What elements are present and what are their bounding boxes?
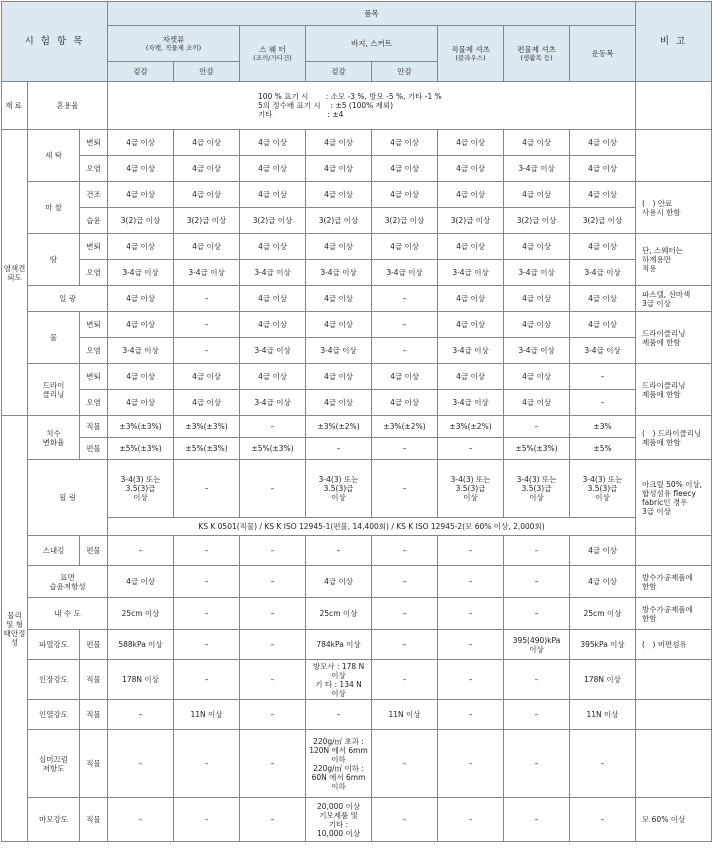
value-cell: –: [372, 730, 438, 798]
value-cell: –: [438, 630, 504, 660]
value-cell: 395kPa 이상: [570, 630, 636, 660]
header-product: 품목: [108, 2, 636, 26]
value-cell: 4급 이상: [174, 234, 240, 260]
value-cell: 4급 이상: [570, 156, 636, 182]
value-cell: 3-4(3) 또는 3.5(3)급 이상: [504, 460, 570, 518]
header-woven-shirt-sub: (블라우스): [455, 54, 486, 62]
value-cell: 4급 이상: [108, 234, 174, 260]
table-row: [2, 390, 712, 416]
remark-cell: [636, 660, 712, 700]
sub-item-label: 오염: [80, 260, 108, 286]
value-cell: 3-4급 이상: [240, 338, 306, 364]
value-cell: –: [438, 438, 504, 460]
value-cell: 25cm 이상: [108, 598, 174, 630]
value-cell: 4급 이상: [438, 130, 504, 156]
table-row: [2, 182, 712, 208]
value-cell: –: [504, 660, 570, 700]
sub-item-label: 편물: [80, 438, 108, 460]
remark-cell: ( ) 비면섬유: [636, 630, 712, 660]
value-cell: 4급 이상: [174, 364, 240, 390]
sub-item-label: 건조: [80, 182, 108, 208]
value-cell: 25cm 이상: [306, 598, 372, 630]
table-row: [2, 700, 712, 730]
value-cell: 4급 이상: [240, 182, 306, 208]
sub-item-label: 직물: [80, 660, 108, 700]
value-cell: –: [240, 700, 306, 730]
value-cell: –: [570, 730, 636, 798]
value-cell: 3-4급 이상: [438, 338, 504, 364]
value-cell: 3-4급 이상: [240, 260, 306, 286]
sub-item-label: 오염: [80, 156, 108, 182]
remark-cell: 모 60% 이상: [636, 798, 712, 842]
value-cell: 4급 이상: [306, 566, 372, 598]
value-cell: –: [372, 438, 438, 460]
sub-item-label: 변퇴: [80, 312, 108, 338]
value-cell: 4급 이상: [438, 286, 504, 312]
sub-item-label: 오염: [80, 390, 108, 416]
value-cell: –: [438, 730, 504, 798]
value-cell: 4급 이상: [570, 536, 636, 566]
header-sweater-label: 스 웨 터: [259, 45, 286, 54]
table-row: [2, 312, 712, 338]
value-cell: –: [108, 798, 174, 842]
value-cell: 4급 이상: [108, 390, 174, 416]
item-name: 표면 습윤저항성: [28, 566, 108, 598]
table-row: [2, 598, 712, 630]
value-cell: 4급 이상: [504, 390, 570, 416]
value-cell: –: [570, 364, 636, 390]
value-cell: 178N 이상: [108, 660, 174, 700]
value-cell: –: [372, 630, 438, 660]
value-cell: –: [174, 286, 240, 312]
value-cell: 4급 이상: [240, 234, 306, 260]
table-row: [2, 260, 712, 286]
value-cell: 11N 이상: [372, 700, 438, 730]
value-cell: –: [372, 312, 438, 338]
value-cell: –: [306, 438, 372, 460]
value-cell: –: [372, 566, 438, 598]
value-cell: –: [174, 536, 240, 566]
value-cell: 4급 이상: [570, 566, 636, 598]
value-cell: 4급 이상: [306, 234, 372, 260]
value-cell: 4급 이상: [240, 286, 306, 312]
value-cell: 4급 이상: [438, 182, 504, 208]
item-name: 인열강도: [28, 700, 80, 730]
value-cell: –: [240, 566, 306, 598]
value-cell: –: [240, 660, 306, 700]
mix-rule-line: 100 % 표기 시 : 소모 -3 %, 방모 -5 %, 기타 -1 %: [258, 92, 442, 101]
value-cell: 4급 이상: [438, 312, 504, 338]
value-cell: 4급 이상: [108, 156, 174, 182]
sub-item-label: 습윤: [80, 208, 108, 234]
item-name: 내 수 도: [28, 598, 108, 630]
table-row: [2, 438, 712, 460]
value-cell: –: [372, 798, 438, 842]
remark-cell: [636, 536, 712, 566]
value-cell: 220g/㎡ 초과 : 120N 에서 6mm 이하 220g/㎡ 이하 : 60N 에서 6mm 이하: [306, 730, 372, 798]
header-sportswear: 운동복: [570, 26, 636, 82]
table-row: [2, 460, 712, 518]
remark-cell: 단, 스웨터는 하계용만 적용: [636, 234, 712, 286]
header-knit-shirt-sub: (생활복 등): [520, 54, 553, 62]
value-cell: 3-4(3) 또는 3.5(3)급 이상: [438, 460, 504, 518]
header-lining: 안감: [372, 62, 438, 82]
value-cell: 3-4급 이상: [504, 260, 570, 286]
table-row: [2, 234, 712, 260]
value-cell: 3-4급 이상: [438, 260, 504, 286]
value-cell: 3-4급 이상: [504, 156, 570, 182]
value-cell: –: [438, 798, 504, 842]
remark-cell: 드라이클리닝 제품에 한함: [636, 364, 712, 416]
value-cell: 4급 이상: [306, 390, 372, 416]
value-cell: ±5%(±3%): [174, 438, 240, 460]
value-cell: –: [438, 566, 504, 598]
value-cell: 4급 이상: [372, 234, 438, 260]
value-cell: –: [438, 598, 504, 630]
value-cell: 25cm 이상: [570, 598, 636, 630]
value-cell: 3(2)급 이상: [174, 208, 240, 234]
value-cell: 4급 이상: [570, 312, 636, 338]
item-name: 파열강도: [28, 630, 80, 660]
header-jacket-label: 자켓류: [162, 35, 185, 44]
value-cell: –: [438, 660, 504, 700]
mix-rule-line: 5의 정수배 표기 시 : ±5 (100% 제외): [258, 101, 394, 110]
value-cell: –: [570, 390, 636, 416]
value-cell: 방모사 : 178 N 이상 기 타 : 134 N 이상: [306, 660, 372, 700]
value-cell: –: [240, 598, 306, 630]
table-row: [2, 518, 712, 536]
header-remark: 비 고: [636, 2, 712, 82]
value-cell: 4급 이상: [174, 156, 240, 182]
value-cell: 4급 이상: [504, 364, 570, 390]
mix-rule-line: 기타 : ±4: [258, 110, 344, 119]
value-cell: –: [504, 536, 570, 566]
value-cell: –: [504, 700, 570, 730]
value-cell: 3-4급 이상: [108, 338, 174, 364]
header-test-item: 시 험 항 목: [2, 2, 108, 82]
header-sweater: [240, 26, 306, 82]
value-cell: 4급 이상: [240, 156, 306, 182]
category-material: 재료: [2, 82, 28, 130]
value-cell: 4급 이상: [306, 364, 372, 390]
sub-item-label: 직물: [80, 700, 108, 730]
value-cell: 3-4급 이상: [306, 260, 372, 286]
value-cell: 4급 이상: [174, 130, 240, 156]
sub-item-label: 직물: [80, 798, 108, 842]
value-cell: ±3%: [570, 416, 636, 438]
header-knit-shirt: [504, 26, 570, 82]
table-row: [2, 286, 712, 312]
sub-item-label: 직물: [80, 730, 108, 798]
mix-row: [2, 82, 712, 130]
value-cell: 4급 이상: [504, 312, 570, 338]
item-name: 마 찰: [28, 182, 80, 234]
value-cell: 4급 이상: [504, 182, 570, 208]
value-cell: –: [174, 566, 240, 598]
value-cell: 4급 이상: [438, 234, 504, 260]
value-cell: 4급 이상: [570, 130, 636, 156]
value-cell: 4급 이상: [240, 364, 306, 390]
category-physical: 물리 및 형태안정성: [2, 416, 28, 842]
value-cell: 4급 이상: [108, 182, 174, 208]
value-cell: 4급 이상: [306, 156, 372, 182]
value-cell: –: [174, 312, 240, 338]
remark-cell: ( ) 안료 사용시 한함: [636, 182, 712, 234]
value-cell: 4급 이상: [570, 286, 636, 312]
value-cell: –: [174, 730, 240, 798]
value-cell: 3-4급 이상: [504, 338, 570, 364]
value-cell: ±3%(±2%): [306, 416, 372, 438]
value-cell: 4급 이상: [240, 312, 306, 338]
value-cell: –: [108, 536, 174, 566]
value-cell: 3-4급 이상: [108, 260, 174, 286]
value-cell: 4급 이상: [372, 182, 438, 208]
value-cell: –: [570, 798, 636, 842]
value-cell: 3-4(3) 또는 3.5(3)급 이상: [570, 460, 636, 518]
pilling-standard-note: KS K 0501(직물) / KS K ISO 12945-1(편물, 14,400회) / KS K ISO 12945-2(모 60% 이상, 2,000회): [108, 518, 636, 536]
value-cell: 4급 이상: [504, 234, 570, 260]
item-name: 드라이 클리닝: [28, 364, 80, 416]
value-cell: 4급 이상: [570, 182, 636, 208]
header-outer: 겉감: [108, 62, 174, 82]
value-cell: 4급 이상: [504, 286, 570, 312]
value-cell: –: [108, 700, 174, 730]
table-row: [2, 730, 712, 798]
item-name: 물: [28, 312, 80, 364]
value-cell: –: [174, 660, 240, 700]
value-cell: 3-4급 이상: [438, 390, 504, 416]
header-sweater-sub: (조끼/가디건): [253, 54, 292, 62]
item-name: 치수 변화율: [28, 416, 80, 460]
value-cell: 3-4급 이상: [372, 260, 438, 286]
table-row: [2, 798, 712, 842]
value-cell: –: [108, 730, 174, 798]
header-outer: 겉감: [306, 62, 372, 82]
value-cell: 4급 이상: [438, 364, 504, 390]
table-row: [2, 156, 712, 182]
item-name: 스내깅: [28, 536, 80, 566]
value-cell: 588kPa 이상: [108, 630, 174, 660]
table-row: [2, 566, 712, 598]
remark-cell: 아크릴 50% 이상, 합성섬유 fleecy fabric인 경우 3급 이상: [636, 460, 712, 536]
header-jacket-sub: (자켓, 직물제 조끼): [145, 44, 202, 52]
value-cell: ±3%(±2%): [438, 416, 504, 438]
header-knit-shirt-label: 편물제 셔츠: [517, 45, 556, 54]
value-cell: 3(2)급 이상: [306, 208, 372, 234]
value-cell: 4급 이상: [240, 130, 306, 156]
remark-cell: 드라이클리닝 제품에 한함: [636, 312, 712, 364]
value-cell: 4급 이상: [372, 156, 438, 182]
value-cell: ±5%(±3%): [240, 438, 306, 460]
value-cell: ±5%: [570, 438, 636, 460]
value-cell: –: [174, 598, 240, 630]
table-row: [2, 660, 712, 700]
value-cell: 4급 이상: [108, 566, 174, 598]
value-cell: 4급 이상: [174, 182, 240, 208]
item-name: 땀: [28, 234, 80, 286]
spec-table: [1, 1, 712, 842]
header-row: [2, 26, 712, 62]
value-cell: 4급 이상: [306, 130, 372, 156]
value-cell: 20,000 이상 기모제품 및 기타 : 10,000 이상: [306, 798, 372, 842]
value-cell: 178N 이상: [570, 660, 636, 700]
value-cell: 3-4급 이상: [306, 338, 372, 364]
value-cell: 3-4급 이상: [570, 338, 636, 364]
table-row: [2, 208, 712, 234]
value-cell: 4급 이상: [108, 286, 174, 312]
value-cell: 4급 이상: [372, 130, 438, 156]
remark-cell: [636, 82, 712, 130]
header-row: [2, 2, 712, 26]
value-cell: –: [504, 566, 570, 598]
value-cell: –: [438, 536, 504, 566]
value-cell: 11N 이상: [570, 700, 636, 730]
value-cell: –: [372, 536, 438, 566]
value-cell: ±3%(±3%): [174, 416, 240, 438]
table-row: [2, 536, 712, 566]
value-cell: –: [174, 798, 240, 842]
value-cell: ±3%(±3%): [108, 416, 174, 438]
remark-cell: 방수가공제품에 한함: [636, 598, 712, 630]
value-cell: 4급 이상: [504, 130, 570, 156]
sub-item-label: 변퇴: [80, 364, 108, 390]
sub-item-label: 직물: [80, 416, 108, 438]
value-cell: –: [504, 598, 570, 630]
remark-cell: [636, 700, 712, 730]
value-cell: 3-4급 이상: [570, 260, 636, 286]
value-cell: 3-4(3) 또는 3.5(3)급 이상: [306, 460, 372, 518]
value-cell: –: [372, 338, 438, 364]
item-name: 일 광: [28, 286, 108, 312]
value-cell: –: [372, 660, 438, 700]
value-cell: –: [240, 730, 306, 798]
value-cell: 4급 이상: [306, 182, 372, 208]
value-cell: 3(2)급 이상: [240, 208, 306, 234]
value-cell: 4급 이상: [372, 390, 438, 416]
table-row: [2, 364, 712, 390]
value-cell: 4급 이상: [438, 156, 504, 182]
value-cell: 3(2)급 이상: [108, 208, 174, 234]
value-cell: ±5%(±3%): [108, 438, 174, 460]
value-cell: –: [240, 630, 306, 660]
header-woven-shirt: [438, 26, 504, 82]
value-cell: –: [306, 536, 372, 566]
item-name: 필 링: [28, 460, 108, 536]
value-cell: 3(2)급 이상: [570, 208, 636, 234]
header-lining: 안감: [174, 62, 240, 82]
sub-item-label: 오염: [80, 338, 108, 364]
value-cell: –: [174, 460, 240, 518]
value-cell: 3-4(3) 또는 3.5(3)급 이상: [108, 460, 174, 518]
value-cell: –: [372, 460, 438, 518]
header-pants: 바지, 스커트: [306, 26, 438, 62]
item-name: 인장강도: [28, 660, 80, 700]
value-cell: –: [372, 598, 438, 630]
item-mix-rate: 혼용율: [28, 82, 108, 130]
value-cell: –: [174, 630, 240, 660]
table-row: [2, 130, 712, 156]
value-cell: –: [504, 416, 570, 438]
item-name: 심미끄럼 저항도: [28, 730, 80, 798]
value-cell: 3(2)급 이상: [504, 208, 570, 234]
value-cell: 3(2)급 이상: [438, 208, 504, 234]
value-cell: 11N 이상: [174, 700, 240, 730]
value-cell: –: [306, 700, 372, 730]
category-color-fastness: 염색견뢰도: [2, 130, 28, 416]
value-cell: –: [504, 730, 570, 798]
value-cell: –: [372, 286, 438, 312]
value-cell: –: [240, 416, 306, 438]
remark-cell: [636, 130, 712, 182]
value-cell: –: [240, 460, 306, 518]
value-cell: 4급 이상: [174, 390, 240, 416]
table-row: [2, 630, 712, 660]
value-cell: 3-4급 이상: [240, 390, 306, 416]
value-cell: –: [438, 700, 504, 730]
value-cell: 784kPa 이상: [306, 630, 372, 660]
value-cell: –: [240, 798, 306, 842]
value-cell: 3(2)급 이상: [372, 208, 438, 234]
value-cell: 4급 이상: [570, 234, 636, 260]
remark-cell: [636, 730, 712, 798]
value-cell: –: [174, 338, 240, 364]
item-name: 세 탁: [28, 130, 80, 182]
item-name: 마모강도: [28, 798, 80, 842]
table-row: [2, 338, 712, 364]
value-cell: ±3%(±2%): [372, 416, 438, 438]
sub-item-label: 변퇴: [80, 130, 108, 156]
value-cell: –: [240, 536, 306, 566]
mix-rate-rules: [108, 82, 636, 130]
sub-item-label: 편물: [80, 536, 108, 566]
value-cell: –: [504, 798, 570, 842]
value-cell: 3-4급 이상: [174, 260, 240, 286]
table-row: [2, 416, 712, 438]
remark-cell: 파스텔, 선마색 3급 이상: [636, 286, 712, 312]
sub-item-label: 변퇴: [80, 234, 108, 260]
value-cell: 4급 이상: [108, 130, 174, 156]
header-jacket: [108, 26, 240, 62]
value-cell: 4급 이상: [108, 312, 174, 338]
value-cell: 4급 이상: [306, 312, 372, 338]
header-woven-shirt-label: 직물제 셔츠: [451, 45, 490, 54]
value-cell: 4급 이상: [372, 364, 438, 390]
remark-cell: ( ) 드라이클리닝 제품에 한함: [636, 416, 712, 460]
remark-cell: 발수가공제품에 한함: [636, 566, 712, 598]
value-cell: 4급 이상: [108, 364, 174, 390]
sub-item-label: 편물: [80, 630, 108, 660]
value-cell: ±5%(±3%): [504, 438, 570, 460]
value-cell: 395(490)kPa 이상: [504, 630, 570, 660]
value-cell: 4급 이상: [306, 286, 372, 312]
